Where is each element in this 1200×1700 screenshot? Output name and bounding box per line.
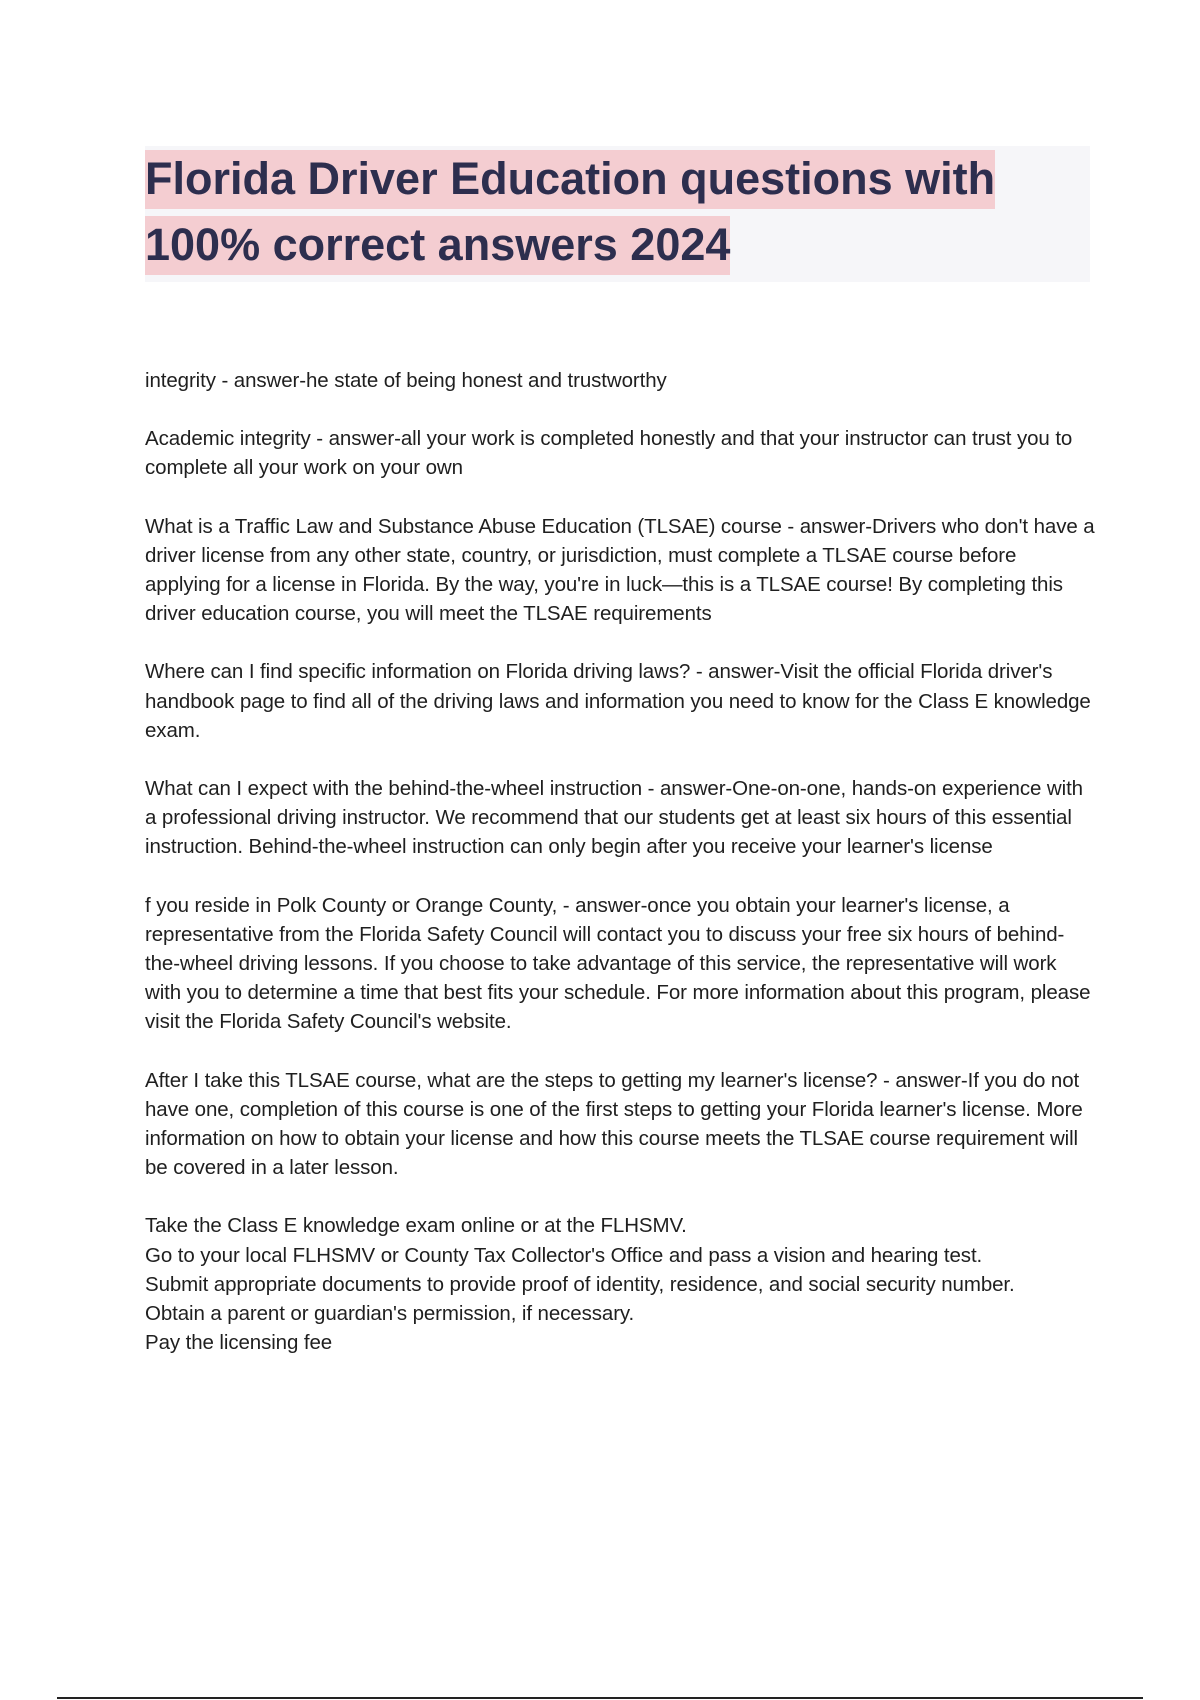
qa-paragraph: Academic integrity - answer-all your work is completed honestly and that your instructor can trust you to complete all your work on your own bbox=[145, 427, 1073, 480]
qa-paragraph: integrity - answer-he state of being honest and trustworthy bbox=[145, 369, 667, 392]
qa-paragraph: What can I expect with the behind-the-wheel instruction - answer-One-on-one, hands-on experience with a professional driving instructor. We recommend that our students get at least six hours of this essential instruction. Behind-the-wheel instruction can only begin after you receive your learner's license bbox=[145, 777, 1083, 859]
license-step: Pay the licensing fee bbox=[145, 1331, 333, 1355]
license-step: Take the Class E knowledge exam online or at the FLHSMV. bbox=[145, 1214, 687, 1238]
license-step: Go to your local FLHSMV or County Tax Collector's Office and pass a vision and hearing test. bbox=[145, 1243, 983, 1267]
license-steps-list bbox=[145, 1211, 1095, 1357]
page-title-text: Florida Driver Education questions with 100% correct answers 2024 bbox=[145, 150, 995, 275]
qa-paragraph: After I take this TLSAE course, what are the steps to getting my learner's license? - answer-If you do not have one, completion of this course is one of the first steps to getting your Florida learner's license. More information on how to obtain your license and how this course meets the TLSAE course requirement will be covered in a later lesson. bbox=[145, 1068, 1083, 1180]
license-step: Obtain a parent or guardian's permission, if necessary. bbox=[145, 1302, 635, 1326]
qa-paragraph: What is a Traffic Law and Substance Abuse Education (TLSAE) course - answer-Drivers who don't have a driver license from any other state, country, or jurisdiction, must complete a TLSAE course before applying for a license in Florida. By the way, you're in luck—this is a TLSAE course! By completing this driver education course, you will meet the TLSAE requirements bbox=[145, 514, 1095, 626]
license-step: Submit appropriate documents to provide proof of identity, residence, and social security number. bbox=[145, 1272, 1015, 1296]
qa-paragraph: f you reside in Polk County or Orange County, - answer-once you obtain your learner's license, a representative from the Florida Safety Council will contact you to discuss your free six hours of behind-the-wheel driving lessons. If you choose to take advantage of this service, the representative will work with you to determine a time that best fits your schedule. For more information about this program, please visit the Florida Safety Council's website. bbox=[145, 893, 1091, 1034]
document-body bbox=[145, 366, 1095, 1357]
page-footer-divider bbox=[57, 1697, 1143, 1699]
page-title bbox=[145, 146, 1090, 278]
title-block bbox=[145, 146, 1090, 282]
qa-paragraph: Where can I find specific information on Florida driving laws? - answer-Visit the official Florida driver's handbook page to find all of the driving laws and information you need to know for the Class E knowledge exam. bbox=[145, 660, 1091, 742]
